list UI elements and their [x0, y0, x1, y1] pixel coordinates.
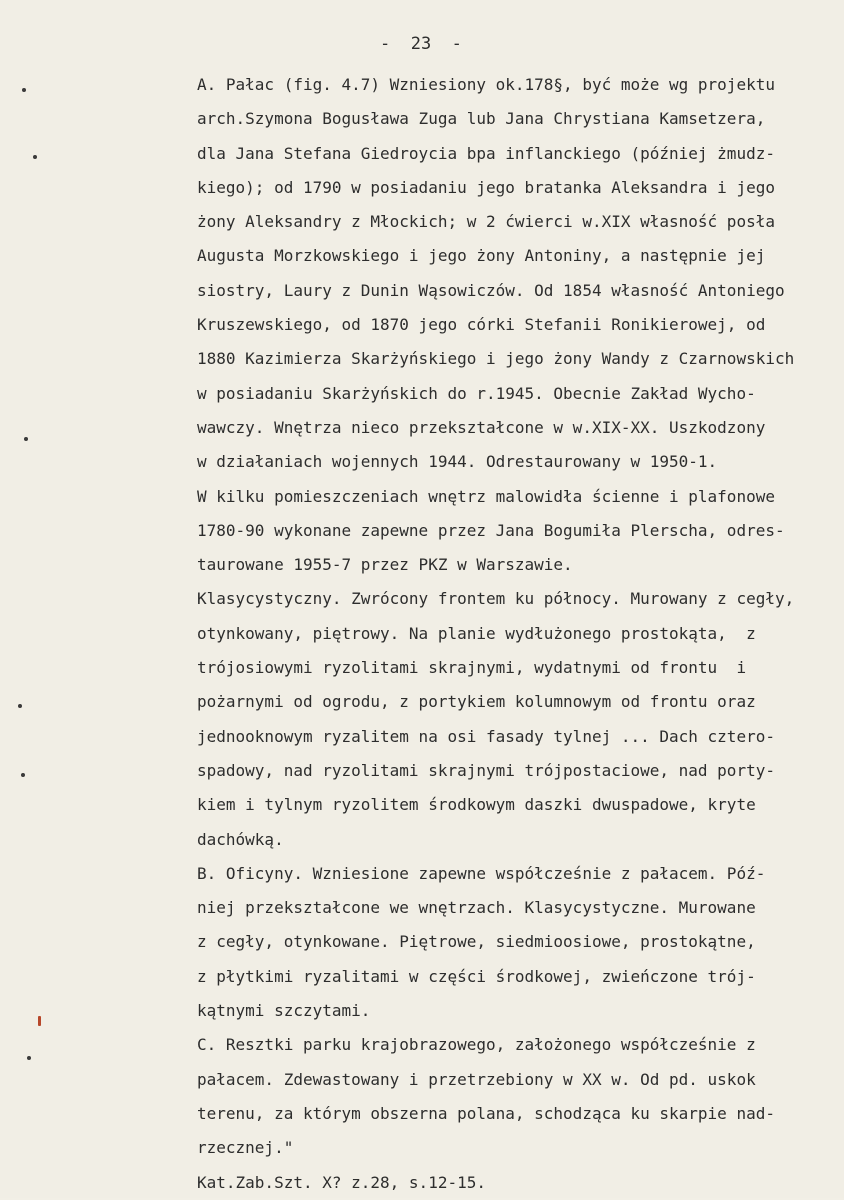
punch-hole-mark: [18, 704, 22, 708]
text-line: Augusta Morzkowskiego i jego żony Antoniny, a następnie jej: [197, 246, 766, 266]
text-line: arch.Szymona Bogusława Zuga lub Jana Chrystiana Kamsetzera,: [197, 109, 766, 129]
text-line: C. Resztki parku krajobrazowego, założonego współcześnie z: [197, 1035, 756, 1055]
typed-text-body: [197, 68, 844, 1200]
text-line: trójosiowymi ryzolitami skrajnymi, wydatnymi od frontu i: [197, 658, 747, 678]
text-line: Klasycystyczny. Zwrócony frontem ku północy. Murowany z cegły,: [197, 589, 795, 609]
text-line: B. Oficyny. Wzniesione zapewne współcześnie z pałacem. Póź-: [197, 863, 766, 883]
text-line: w posiadaniu Skarżyńskich do r.1945. Obecnie Zakład Wycho-: [197, 383, 756, 403]
text-line: żony Aleksandry z Młockich; w 2 ćwierci w.XIX własność posła: [197, 212, 775, 232]
text-line: pałacem. Zdewastowany i przetrzebiony w XX w. Od pd. uskok: [197, 1069, 756, 1089]
text-line: wawczy. Wnętrza nieco przekształcone w w.XIX-XX. Uszkodzony: [197, 417, 766, 437]
punch-hole-mark: [27, 1056, 31, 1060]
text-line: dachówką.: [197, 829, 284, 849]
text-line: niej przekształcone we wnętrzach. Klasycystyczne. Murowane: [197, 898, 756, 918]
text-line: terenu, za którym obszerna polana, schodząca ku skarpie nad-: [197, 1103, 775, 1123]
text-line: z płytkimi ryzalitami w części środkowej, zwieńczone trój-: [197, 966, 756, 986]
text-line: 1780-90 wykonane zapewne przez Jana Bogumiła Plerscha, odres-: [197, 520, 785, 540]
text-line: z cegły, otynkowane. Piętrowe, siedmioosiowe, prostokątne,: [197, 932, 756, 952]
punch-hole-mark: [24, 437, 28, 441]
punch-hole-mark: [22, 88, 26, 92]
margin-ink-mark: [38, 1016, 41, 1026]
text-line: Kruszewskiego, od 1870 jego córki Stefanii Ronikierowej, od: [197, 315, 766, 335]
punch-hole-mark: [21, 773, 25, 777]
text-line: kiem i tylnym ryzolitem środkowym daszki dwuspadowe, kryte: [197, 795, 756, 815]
text-line: Kat.Zab.Szt. X? z.28, s.12-15.: [197, 1172, 486, 1192]
punch-hole-mark: [33, 155, 37, 159]
text-line: otynkowany, piętrowy. Na planie wydłużonego prostokąta, z: [197, 623, 756, 643]
text-line: W kilku pomieszczeniach wnętrz malowidła ścienne i plafonowe: [197, 486, 775, 506]
text-line: jednooknowym ryzalitem na osi fasady tylnej ... Dach cztero-: [197, 726, 775, 746]
text-line: kiego); od 1790 w posiadaniu jego bratanka Aleksandra i jego: [197, 177, 775, 197]
page-number: - 23 -: [380, 34, 462, 54]
text-line: taurowane 1955-7 przez PKZ w Warszawie.: [197, 555, 573, 575]
text-line: kątnymi szczytami.: [197, 1001, 371, 1021]
text-line: rzecznej.": [197, 1138, 294, 1158]
text-line: A. Pałac (fig. 4.7) Wzniesiony ok.178§, być może wg projektu: [197, 75, 775, 94]
text-line: siostry, Laury z Dunin Wąsowiczów. Od 1854 własność Antoniego: [197, 280, 785, 300]
text-line: 1880 Kazimierza Skarżyńskiego i jego żony Wandy z Czarnowskich: [197, 349, 795, 369]
text-line: dla Jana Stefana Giedroycia bpa inflanckiego (później żmudz-: [197, 143, 775, 163]
text-line: w działaniach wojennych 1944. Odrestaurowany w 1950-1.: [197, 452, 718, 472]
text-line: spadowy, nad ryzolitami skrajnymi trójpostaciowe, nad porty-: [197, 760, 775, 780]
text-line: pożarnymi od ogrodu, z portykiem kolumnowym od frontu oraz: [197, 692, 756, 712]
